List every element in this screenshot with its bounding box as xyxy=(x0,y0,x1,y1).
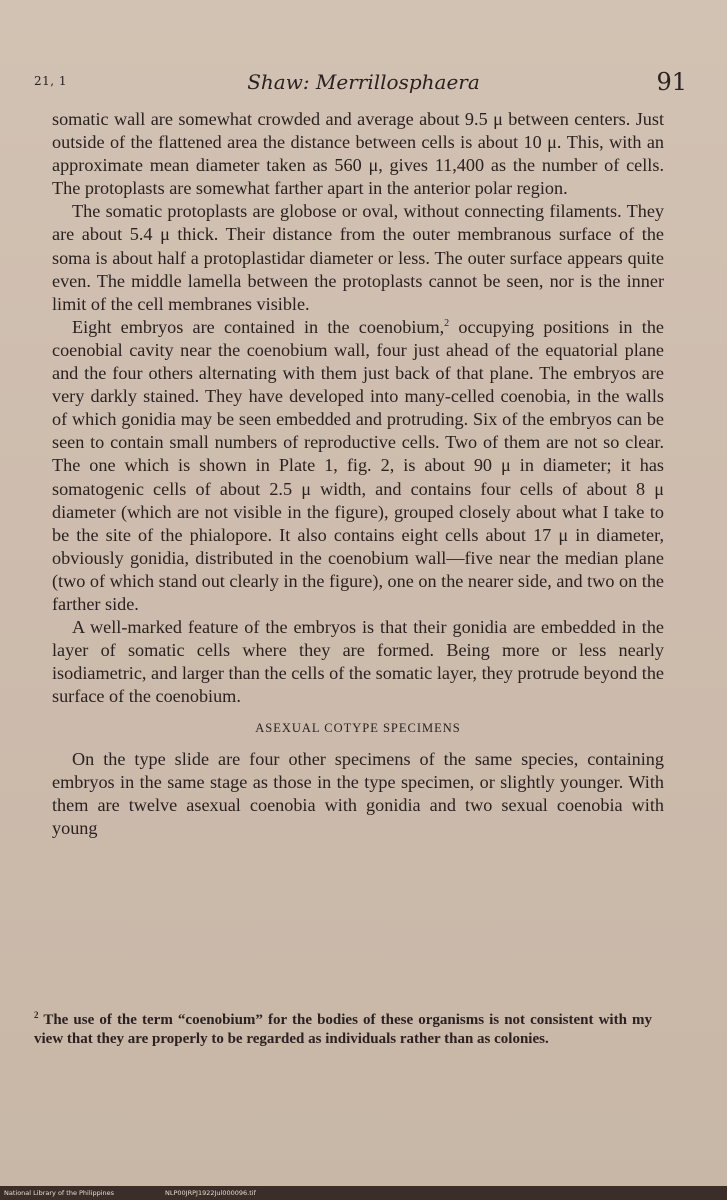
scan-file-label: NLP00JRPJ1922Jul000096.tif xyxy=(165,1189,256,1197)
section-heading: ASEXUAL COTYPE SPECIMENS xyxy=(255,721,461,736)
page-number: 91 xyxy=(656,68,687,96)
paragraph-5: On the type slide are four other specimens of the same species, containing embryos in the same stage as those in the type specimen, or slightly younger. With them are twelve asexual coenobia with gonidia and two sexual coenobia with young xyxy=(52,748,664,838)
scan-strip xyxy=(0,1186,727,1200)
scan-library-label: National Library of the Philippines xyxy=(4,1189,115,1197)
footnote-mark: 2 xyxy=(34,1010,39,1020)
running-title: Shaw: Merrillosphaera xyxy=(247,70,480,94)
footnote xyxy=(34,1006,652,1049)
page-header xyxy=(34,66,693,100)
footnote-reference[interactable]: 2 xyxy=(444,317,450,329)
paragraph-1: somatic wall are somewhat crowded and average about 9.5 μ between centers. Just outside of the flattened area the distance between cells is about 10 μ. This, with an approximate mean diameter taken as 560 μ, gives 11,400 as the number of cells. The protoplasts are somewhat farther apart in the anterior polar region. xyxy=(52,109,664,199)
footnote-text: The use of the term “coenobium” for the bodies of these organisms is not consistent with my view that they are properly to be regarded as individuals rather than as colonies. xyxy=(34,1012,652,1047)
paragraph-4: A well-marked feature of the embryos is that their gonidia are embedded in the layer of somatic cells where they are formed. Being more or less nearly isodiametric, and larger than the cells of the somatic layer, they protrude beyond the surface of the coenobium. xyxy=(52,617,664,707)
volume-number: 21, 1 xyxy=(34,74,68,88)
paragraph-2: The somatic protoplasts are globose or oval, without connecting filaments. They are about 5.4 μ thick. Their distance from the outer membranous surface of the soma is about half a protoplastidar diameter or less. The outer surface appears quite even. The middle lamella between the protoplasts cannot be seen, nor is the inner limit of the cell membranes visible. xyxy=(52,201,664,314)
paragraph-3 xyxy=(52,316,664,616)
paragraph-3-start: Eight embryos are contained in the coenobium, xyxy=(72,316,445,337)
paragraph-3-rest: occupying positions in the coenobial cavity near the coenobium wall, four just ahead of the equatorial plane and the four others alternating with them just back of that plane. The embryos are very darkly stained. They have developed into many-celled coenobia, in the walls of which gonidia may be seen embedded and protruding. Six of the embryos can be seen to contain small numbers of reproductive cells. Two of them are not so clear. The one which is shown in Plate 1, fig. 2, is about 90 μ in diameter; it has somatogenic cells of about 2.5 μ width, and contains four cells of about 8 μ diameter (which are not visible in the figure), grouped closely about what I take to be the site of the phialopore. It also contains eight cells about 17 μ in diameter, obviously gonidia, distributed in the coenobium wall—five near the median plane (two of which stand out clearly in the figure), one on the nearer side, and two on the farther side. xyxy=(52,316,664,614)
body-text xyxy=(52,108,664,840)
